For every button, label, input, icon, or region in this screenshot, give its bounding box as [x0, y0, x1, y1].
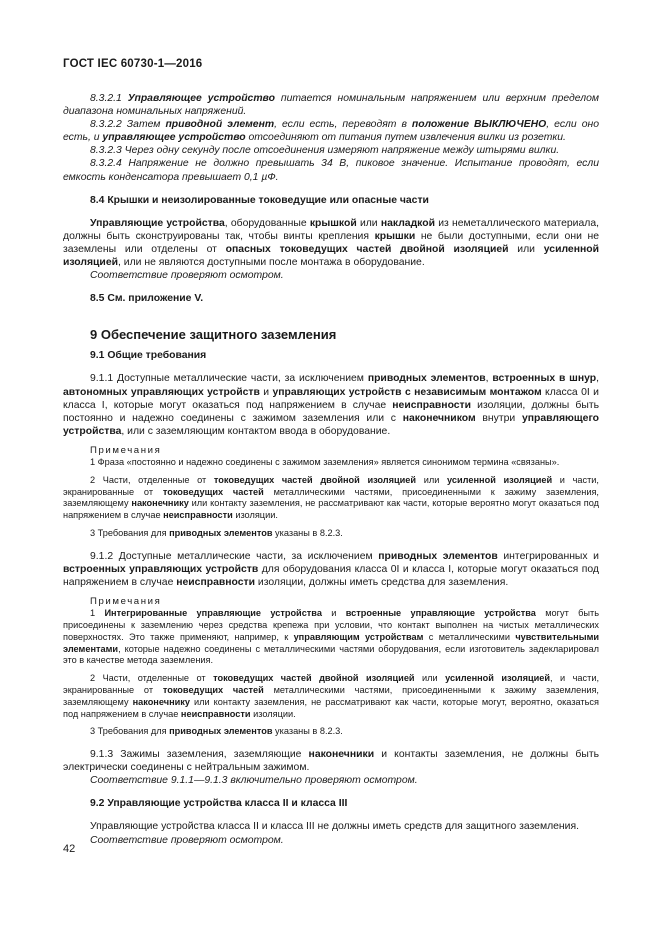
text-run: 8.4 Крышки и неизолированные токоведущие или опасные части — [90, 194, 429, 206]
text-run: отсоединяют от питания путем извлечения вилки из розетки. — [245, 132, 566, 144]
page-number: 42 — [63, 843, 76, 855]
text-run: наконечнику — [132, 696, 190, 707]
text-run: , если оно есть, и — [63, 119, 599, 144]
text-run: управляющим устройствам — [293, 631, 424, 642]
text-run: , — [596, 373, 600, 385]
note-9-1-2-2 — [63, 673, 599, 720]
text-run: 8.3.2.4 Напряжение не должно превышать 34 В, пиковое значение. Испытание проводят, если емкость конденсатора превышает 0,1 µФ. — [63, 158, 599, 183]
paragraph-9-2-text — [63, 820, 599, 833]
text-run: приводных элементов — [169, 726, 273, 737]
text-run: Управляющие устройства — [90, 217, 225, 229]
text-run: Управляющее устройство — [127, 93, 275, 104]
text-run: металлическими частями, присоединенными к зажиму заземления, заземляющему — [63, 684, 599, 707]
compliance-9-1 — [63, 774, 599, 787]
text-run: 9.1 Общие требования — [90, 350, 207, 362]
text-run: усиленной изоляцией — [445, 673, 551, 684]
text-run: класса 0I и класса I, которые могут оказаться под напряжением в случае — [63, 386, 599, 411]
text-run: металлическими частями, присоединенными к зажиму заземления, заземляющему — [63, 486, 599, 509]
text-run: указаны в 8.2.3. — [272, 726, 343, 737]
text-run: неисправности — [176, 576, 255, 588]
text-run: или — [356, 217, 381, 229]
document-header: ГОСТ IEC 60730-1—2016 — [63, 58, 203, 70]
section-heading-9 — [63, 327, 599, 343]
text-run: с металлическими — [423, 631, 516, 642]
text-run: изоляции. — [232, 510, 278, 521]
compliance-9-2 — [63, 834, 599, 847]
clause-9-1-1 — [63, 372, 599, 437]
clause-8-3-2-2 — [63, 118, 599, 144]
text-run: из неметаллического материала, должны быть сконструированы так, чтобы винты крепления — [63, 217, 599, 242]
text-run: накладкой — [380, 217, 435, 229]
clause-9-1-2 — [63, 550, 599, 589]
text-run: , оборудованные — [224, 217, 310, 229]
text-run: крышки — [374, 230, 416, 242]
text-run: чувствительными элементами — [63, 631, 600, 654]
text-run: 9.1.1 Доступные металлические части, за исключением — [90, 373, 368, 385]
text-run: встроенных в шнур — [492, 373, 597, 385]
text-run: , и части, экранированные от — [63, 673, 600, 695]
text-run: 9.1.2 Доступные металлические части, за исключением — [90, 550, 379, 562]
heading-8-5 — [63, 292, 599, 305]
text-run: 3 Требования для — [90, 527, 170, 538]
text-run: изоляции. — [250, 708, 296, 719]
text-run: Соответствие проверяют осмотром. — [90, 834, 284, 846]
text-run: и — [259, 386, 273, 398]
text-run: 1 — [90, 608, 105, 619]
text-run: , если есть, переводят в — [274, 119, 412, 131]
text-run: 8.3.2.3 Через одну секунду после отсоединения измеряют напряжение между штырями вилки. — [90, 145, 560, 157]
text-run: или контакту заземления, не рассматривают как части, которые вероятно могут оказаться под напряжением в случае — [63, 498, 599, 521]
clause-8-3-2-1 — [63, 92, 599, 118]
text-run: наконечники — [308, 749, 375, 761]
text-run: или контакту заземления, не рассматривают как части, которые могут, вероятно, оказаться под напряжением в случае — [63, 696, 599, 719]
text-run: и контакты заземления, не должны быть электрически соединены с нейтральным зажимом. — [63, 749, 599, 774]
text-run: крышкой — [309, 217, 357, 229]
clause-8-3-2-4 — [63, 157, 599, 183]
text-run: или — [414, 673, 446, 684]
heading-9-1 — [63, 349, 599, 362]
text-run: приводных элементов — [169, 527, 273, 538]
text-run: , которые надежно соединены с металлическими частями оборудования, если изготовитель задекларировал это в качестве метода заземления. — [63, 643, 599, 666]
text-run: усиленной изоляцией — [63, 243, 599, 269]
notes-heading-1 — [63, 444, 599, 457]
text-run: положение ВЫКЛЮЧЕНО — [411, 119, 547, 131]
paragraph-8-4-text — [63, 217, 599, 269]
text-run: неисправности — [392, 399, 472, 411]
text-run: встроенные управляющие устройства — [345, 608, 536, 619]
text-run: автономных управляющих устройств — [63, 386, 260, 398]
text-run: токоведущих частей — [162, 684, 264, 695]
text-run: неисправности — [163, 510, 233, 521]
text-run: изоляции, должны иметь средства для заземления. — [255, 576, 509, 588]
text-run: управляющее устройство — [102, 132, 246, 144]
clause-8-3-2-3 — [63, 144, 599, 157]
text-run: 8.5 См. приложение V. — [90, 293, 204, 305]
text-run: токоведущих частей — [162, 486, 264, 497]
text-run: питается номинальным напряжением или верхним пределом диапазона номинальных напряжений. — [63, 93, 599, 118]
text-run: токоведущих частей двойной изоляцией — [213, 673, 415, 684]
text-run: для оборудования класса 0I и класса I, которые могут оказаться под напряжением в случае — [63, 563, 599, 588]
text-run: Соответствие проверяют осмотром. — [90, 270, 284, 282]
text-run: приводной элемент — [165, 119, 275, 131]
text-run: 9.1.3 Зажимы заземления, заземляющие — [90, 749, 309, 761]
text-run: , или с заземляющим контактом ввода в оборудование. — [121, 425, 391, 437]
text-run: встроенных управляющих устройств — [63, 563, 259, 575]
text-run: 9 Обеспечение защитного заземления — [90, 327, 337, 343]
note-9-1-1-2 — [63, 475, 599, 522]
text-run: наконечником — [402, 412, 476, 424]
text-run: управляющих устройств с независимым монтажом — [272, 386, 542, 398]
text-run: могут быть присоединены к заземлению через средства крепежа при условии, что контакт выполнен на чистых металлических поверхностях. Это также применяют, например, к — [63, 608, 600, 642]
text-run: 1 Фраза «постоянно и надежно соединены с зажимом заземления» является синонимом термина «связаны». — [90, 456, 560, 467]
text-run: , — [485, 373, 493, 385]
note-9-1-2-3 — [63, 726, 599, 738]
text-run: приводных элементов — [367, 373, 486, 385]
text-run: опасных токоведущих частей двойной изоляцией — [225, 243, 509, 255]
text-run: неисправности — [180, 708, 251, 719]
text-run: приводных элементов — [378, 550, 498, 562]
clause-9-1-3 — [63, 748, 599, 774]
note-9-1-1-1 — [63, 457, 599, 469]
text-run: токоведущих частей двойной изоляцией — [213, 474, 417, 485]
text-run: или — [416, 474, 448, 485]
text-run: усиленной изоляцией — [447, 474, 553, 485]
text-run: 2 Части, отделенные от — [90, 474, 214, 485]
note-9-1-1-3 — [63, 528, 599, 540]
text-run: и — [321, 608, 346, 619]
text-run: 9.2 Управляющие устройства класса II и класса III — [90, 798, 348, 810]
text-run: указаны в 8.2.3. — [272, 527, 343, 538]
text-run: Интегрированные управляющие устройства — [104, 608, 322, 619]
text-run: Управляющие устройства класса II и класса III не должны иметь средств для защитного заземления. — [90, 821, 579, 833]
text-run: управляющего устройства — [63, 412, 599, 437]
text-run: изоляции, должны быть постоянно и надежно соединены с зажимом заземления или с — [63, 399, 599, 424]
text-run: наконечнику — [131, 498, 189, 509]
heading-9-2 — [63, 797, 599, 810]
text-run: 8.3.2.2 Затем — [90, 119, 166, 131]
text-run: и части, экранированные от — [63, 474, 599, 497]
text-run: 3 Требования для — [90, 726, 170, 737]
text-run: или — [508, 243, 544, 255]
text-run: Соответствие 9.1.1—9.1.3 включительно проверяют осмотром. — [90, 775, 418, 787]
text-run: Примечания — [90, 444, 162, 456]
document-body — [63, 92, 599, 847]
compliance-8-4 — [63, 269, 599, 282]
heading-8-4 — [63, 194, 599, 207]
text-run: 8.3.2.1 — [90, 93, 128, 104]
notes-heading-2 — [63, 595, 599, 608]
text-run: внутри — [475, 412, 522, 424]
text-run: Примечания — [90, 596, 162, 608]
text-run: 2 Части, отделенные от — [90, 673, 214, 684]
text-run: , или не являются доступными после монтажа в оборудование. — [118, 257, 425, 269]
text-run: не были доступными, если они не заземлены или отделены от — [63, 230, 599, 255]
note-9-1-2-1 — [63, 608, 599, 667]
text-run: интегрированных и — [497, 550, 599, 562]
